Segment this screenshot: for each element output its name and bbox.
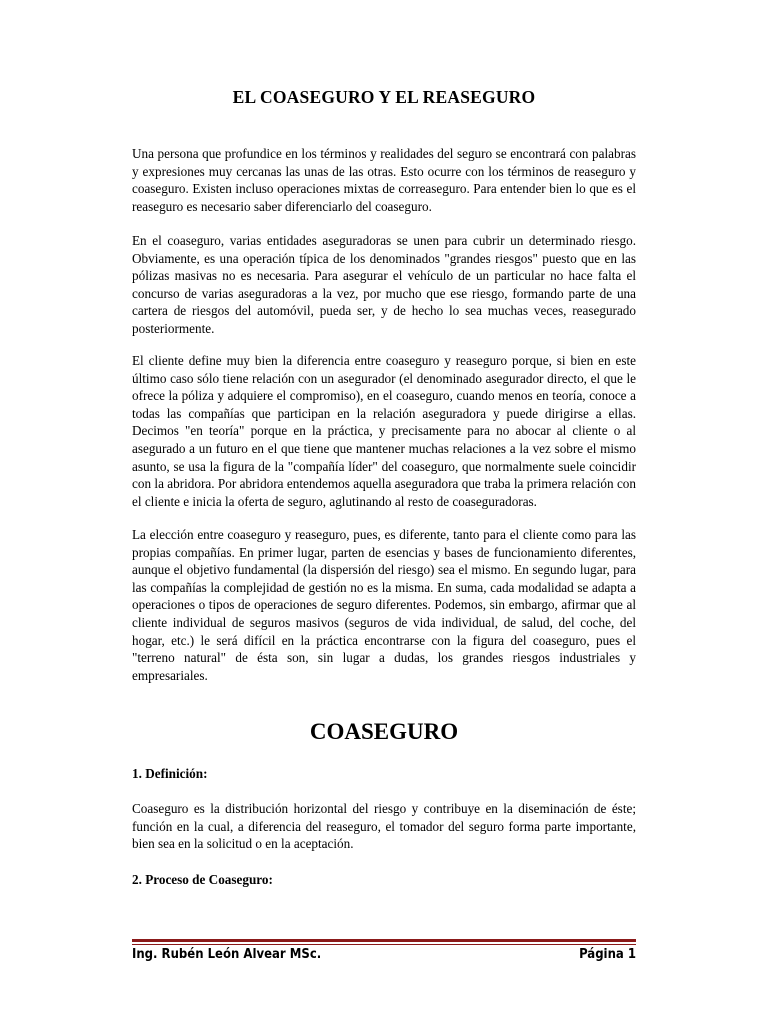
definition-heading: 1. Definición:	[132, 766, 208, 781]
document-title: EL COASEGURO Y EL REASEGURO	[232, 87, 536, 107]
footer-divider-thick	[132, 939, 636, 942]
paragraph-intro: Una persona que profundice en los términos y realidades del seguro se encontrará con palabras y expresiones muy cercanas las unas de las otras. Esto ocurre con los términos de reaseguro y coaseguro. Existen incluso operaciones mixtas de correaseguro. Para entender bien lo que es el reaseguro es necesario saber diferenciarlo del coaseguro.	[132, 146, 636, 214]
process-heading: 2. Proceso de Coaseguro:	[132, 872, 273, 887]
footer-author: Ing. Rubén León Alvear MSc.	[132, 947, 322, 962]
paragraph-cliente: El cliente define muy bien la diferencia entre coaseguro y reaseguro porque, si bien en este último caso sólo tiene relación con un asegurador (el denominado asegurador directo, el que le ofrece la póliza y adquiere el compromiso), en el coaseguro, cuando menos en teoría, conoce a todas las compañías que participan en la relación aseguradora y puede dirigirse a ellas. Decimos "en teoría" porque en la práctica, y precisamente para no abocar al cliente o al asegurado a un futuro en el que tiene que mantener muchas relaciones a la vez sobre el mismo asunto, se usa la figura de la "compañía líder" del coaseguro, que normalmente suele coincidir con la abridora. Por abridora entendemos aquella aseguradora que traba la primera relación con el cliente e inicia la oferta de seguro, aglutinando al resto de coaseguradoras.	[132, 353, 636, 509]
paragraph-coaseguro: En el coaseguro, varias entidades aseguradoras se unen para cubrir un determinado riesgo. Obviamente, es una operación típica de los denominados "grandes riesgos" puesto que en las pólizas masivas no es necesaria. Para asegurar el vehículo de un particular no hace falta el concurso de varias aseguradoras a la vez, por mucho que ese riesgo, formando parte de una cartera de riesgos del automóvil, pueda ser, y de hecho lo sea muchas veces, reasegurado posteriormente.	[132, 233, 636, 336]
page-footer	[132, 947, 636, 962]
footer-page-number: Página 1	[579, 947, 636, 962]
section-title: COASEGURO	[309, 719, 459, 744]
paragraph-eleccion: La elección entre coaseguro y reaseguro, pues, es diferente, tanto para el cliente como para las propias compañías. En primer lugar, parten de esencias y bases de funcionamiento diferentes, aunque el objetivo fundamental (la dispersión del riesgo) sea el mismo. En segundo lugar, para las compañías la complejidad de gestión no es la misma. En suma, cada modalidad se adapta a operaciones o tipos de operaciones de seguro diferentes. Podemos, sin embargo, afirmar que al cliente individual de seguros masivos (seguros de vida individual, de salud, del coche, del hogar, etc.) le será difícil en la práctica encontrarse con la figura del coaseguro, pues el "terreno natural" de ésta son, sin lugar a dudas, los grandes riesgos industriales y empresariales.	[132, 527, 636, 683]
footer-divider	[132, 939, 636, 945]
definition-paragraph: Coaseguro es la distribución horizontal del riesgo y contribuye en la diseminación de éste; función en la cual, a diferencia del reaseguro, el tomador del seguro forma parte importante, bien sea en la solicitud o en la aceptación.	[132, 801, 636, 852]
footer-divider-thin	[132, 944, 636, 945]
